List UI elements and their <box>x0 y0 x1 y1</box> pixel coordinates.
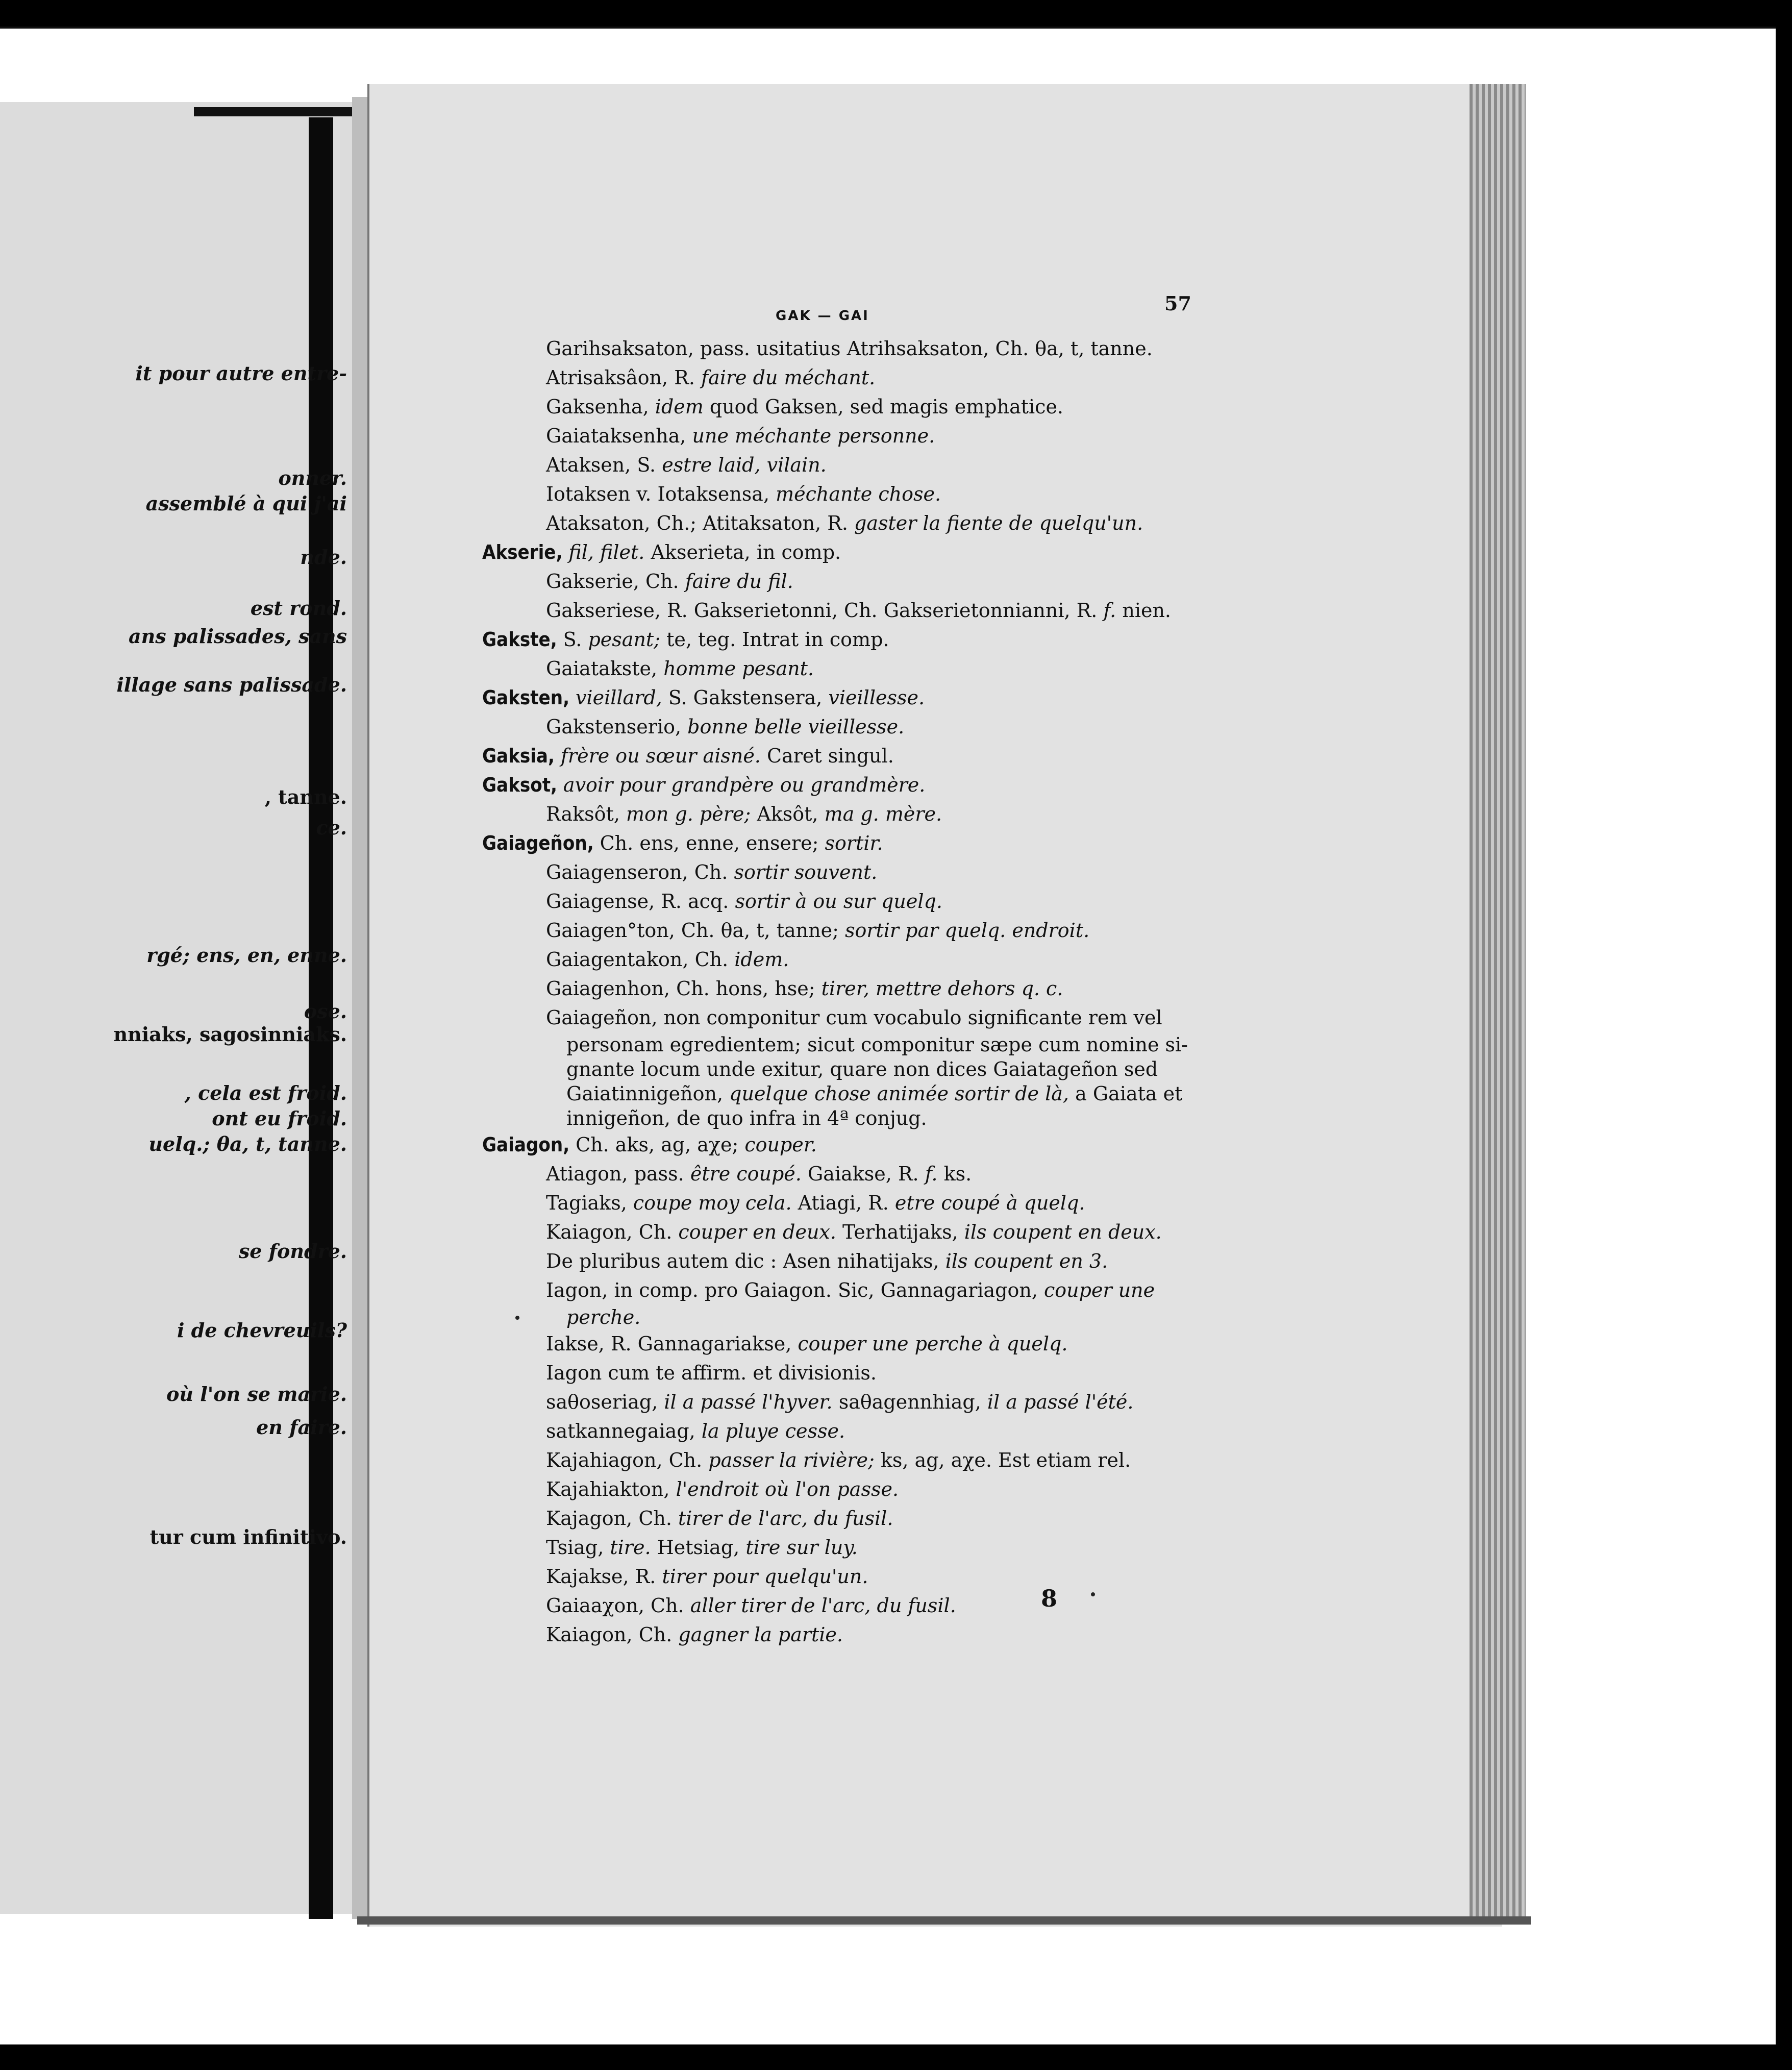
french-gloss: ma g. mère. <box>824 803 942 825</box>
entry-text: Hetsiag, <box>651 1536 746 1559</box>
entry-line <box>482 916 1477 945</box>
entry-text: Gaksenha, <box>546 396 655 418</box>
left-page-fragment: se fondre. <box>238 1240 347 1263</box>
entry-line <box>482 596 1477 625</box>
french-gloss: avoir pour grandpère ou grandmère. <box>563 774 926 796</box>
headword: Gaksot, <box>482 774 563 796</box>
left-page-fragment: assemblé à qui j'ai <box>145 492 347 515</box>
entry-text: Ch. aks, ag, aχe; <box>576 1133 745 1156</box>
french-gloss: bonne belle vieillesse. <box>687 716 905 738</box>
entry-text: Gakseriese, R. Gakserietonni, Ch. Gakserietonnianni, R. <box>546 599 1104 622</box>
left-page-fragment: nde. <box>300 546 347 569</box>
french-gloss: il a passé l'hyver. <box>664 1391 833 1413</box>
entry-line <box>482 858 1477 887</box>
headword: Gaiageñon, <box>482 832 600 854</box>
left-page-fragment: est rond. <box>250 597 347 620</box>
left-page-top-rule <box>194 107 362 116</box>
entry-line <box>482 1388 1477 1417</box>
entry-line <box>482 887 1477 916</box>
left-page-fragment: , cela est froid. <box>184 1081 347 1104</box>
headword: Gakste, <box>482 628 563 651</box>
running-header: GAK — GAI <box>776 308 869 324</box>
french-gloss: tirer pour quelqu'un. <box>662 1565 868 1588</box>
left-page-fragment: où l'on se marie. <box>166 1383 347 1406</box>
entry-text: Gaiaaχon, Ch. <box>546 1594 690 1617</box>
entry-line <box>482 1218 1477 1247</box>
page-number: 57 <box>1164 292 1191 315</box>
entry-line <box>482 1305 1477 1329</box>
french-gloss: gagner la partie. <box>678 1623 843 1646</box>
left-page-fragment: onner. <box>278 466 347 489</box>
entry-line <box>482 509 1477 538</box>
entry-text: Ch. ens, enne, ensere; <box>600 832 825 854</box>
french-gloss: fil, filet. <box>568 541 645 563</box>
speck-mark <box>515 1316 519 1320</box>
entry-text: ks. <box>937 1163 972 1185</box>
french-gloss: vieillard, <box>575 686 662 709</box>
entry-line <box>482 451 1477 480</box>
french-gloss: faire du méchant. <box>701 366 876 389</box>
french-gloss: ils coupent en deux. <box>964 1221 1162 1243</box>
entry-line <box>482 422 1477 451</box>
entry-text: Tagiaks, <box>546 1192 633 1214</box>
french-gloss: tirer, mettre dehors q. c. <box>821 977 1063 1000</box>
entry-line <box>482 392 1477 422</box>
entry-line <box>482 1057 1477 1081</box>
left-page-fragment: rgé; ens, en, enne. <box>146 944 347 967</box>
entry-line <box>482 712 1477 742</box>
entry-text: Gaiagenhon, Ch. hons, hse; <box>546 977 822 1000</box>
entry-text: Gaiagense, R. acq. <box>546 890 735 913</box>
french-gloss: il a passé l'été. <box>987 1391 1134 1413</box>
entry-line <box>482 654 1477 683</box>
entry-text: Caret singul. <box>760 745 894 767</box>
french-gloss: aller tirer de l'arc, du fusil. <box>690 1594 956 1617</box>
entry-text: Atrisaksâon, R. <box>546 366 701 389</box>
entry-line <box>482 1504 1477 1533</box>
entry-text: a Gaiata et <box>1069 1082 1183 1105</box>
entry-line <box>482 567 1477 596</box>
entry-text: Ataksen, S. <box>546 454 662 476</box>
french-gloss: idem <box>655 396 704 418</box>
headword: Gaksia, <box>482 745 561 767</box>
entry-headword-line <box>482 683 1477 712</box>
french-gloss: couper en deux. <box>678 1221 836 1243</box>
entry-text: Kaiagon, Ch. <box>546 1623 679 1646</box>
left-page-fragment: it pour autre entre- <box>135 362 347 385</box>
entry-text: saθoseriag, <box>546 1391 664 1413</box>
entry-text: ks, ag, aχe. Est etiam rel. <box>874 1449 1131 1471</box>
french-gloss: sortir par quelq. endroit. <box>844 919 1090 942</box>
french-gloss: f. <box>925 1163 938 1185</box>
french-gloss: mon g. père; <box>626 803 751 825</box>
headword: Gaksten, <box>482 686 576 709</box>
entry-text: Atiagon, pass. <box>546 1163 690 1185</box>
entry-line <box>482 974 1477 1003</box>
left-page-fragment: ce. <box>316 816 347 839</box>
french-gloss: frère ou sœur aisné. <box>560 745 761 767</box>
entry-line <box>482 334 1477 363</box>
entry-text: Gaiakse, R. <box>801 1163 925 1185</box>
sheet-signature: 8 <box>1041 1585 1058 1612</box>
entry-text: satkannegaiag, <box>546 1420 702 1442</box>
entry-line <box>482 1032 1477 1057</box>
entry-text: Gaiatakste, <box>546 657 664 680</box>
entry-text: S. Gakstensera, <box>662 686 829 709</box>
headword: Gaiagon, <box>482 1133 576 1156</box>
entry-text: S. <box>563 628 588 651</box>
left-page-fragment: tur cum infinitivo. <box>150 1525 347 1548</box>
entry-text: quod Gaksen, sed magis emphatice. <box>703 396 1064 418</box>
french-gloss: être coupé. <box>690 1163 802 1185</box>
entry-headword-line <box>482 538 1477 567</box>
french-gloss: couper une perche à quelq. <box>798 1333 1068 1355</box>
french-gloss: couper une <box>1044 1279 1155 1301</box>
entry-text: Kajahiagon, Ch. <box>546 1449 709 1471</box>
entry-text: Terhatijaks, <box>836 1221 964 1243</box>
french-gloss: estre laid, vilain. <box>662 454 827 476</box>
french-gloss: couper. <box>744 1133 817 1156</box>
entry-text: Kaiagon, Ch. <box>546 1221 679 1243</box>
entry-text: Akserieta, in comp. <box>644 541 841 563</box>
entry-text: Iagon cum te affirm. et divisionis. <box>546 1362 877 1384</box>
entry-text: personam egredientem; sicut componitur sæpe cum nomine si- <box>566 1033 1188 1056</box>
entry-line <box>482 800 1477 829</box>
french-gloss: tirer de l'arc, du fusil. <box>678 1507 893 1530</box>
french-gloss: etre coupé à quelq. <box>894 1192 1085 1214</box>
entry-text: Garihsaksaton, pass. usitatius Atrihsaksaton, Ch. θa, t, tanne. <box>546 337 1153 360</box>
entry-line <box>482 1446 1477 1475</box>
left-page-fragment: ont eu froid. <box>212 1107 347 1130</box>
entry-text: Gaiagentakon, Ch. <box>546 948 735 971</box>
entry-text: Iakse, R. Gannagariakse, <box>546 1333 798 1355</box>
french-gloss: sortir souvent. <box>734 861 878 883</box>
left-page-fragment: nniaks, sagosinniaks. <box>113 1023 347 1046</box>
french-gloss: tire. <box>610 1536 651 1559</box>
french-gloss: ils coupent en 3. <box>945 1250 1108 1272</box>
entry-line <box>482 1081 1477 1106</box>
entry-text: Gaiageñon, non componitur cum vocabulo significante rem vel <box>546 1006 1162 1029</box>
french-gloss: faire du fil. <box>685 570 793 593</box>
entry-line <box>482 1533 1477 1562</box>
entry-text: gnante locum unde exitur, quare non dices Gaiatageñon sed <box>566 1058 1158 1080</box>
entry-headword-line <box>482 625 1477 654</box>
entry-text: nien. <box>1116 599 1172 622</box>
entry-text: innigeñon, de quo infra in 4ª conjug. <box>566 1107 927 1129</box>
french-gloss: méchante chose. <box>776 483 941 505</box>
french-gloss: quelque chose animée sortir de là, <box>729 1082 1069 1105</box>
entry-line <box>482 1359 1477 1388</box>
french-gloss: vieillesse. <box>828 686 925 709</box>
headword: Akserie, <box>482 541 569 563</box>
left-page-fragment: i de chevreuils? <box>177 1319 347 1342</box>
french-gloss: l'endroit où l'on passe. <box>676 1478 899 1500</box>
entry-line <box>482 1620 1477 1649</box>
french-gloss: perche. <box>566 1306 641 1328</box>
left-page-fragment: uelq.; θa, t, tanne. <box>148 1132 347 1155</box>
entry-line <box>482 363 1477 392</box>
entry-line <box>482 945 1477 974</box>
entry-text: saθagennhiag, <box>832 1391 987 1413</box>
entry-text: te, teg. Intrat in comp. <box>660 628 889 651</box>
entry-text: Iotaksen v. Iotaksensa, <box>546 483 776 505</box>
entry-text: De pluribus autem dic : Asen nihatijaks, <box>546 1250 945 1272</box>
entry-text: Tsiag, <box>546 1536 610 1559</box>
left-page-fragment: en faire. <box>256 1416 347 1439</box>
entry-line <box>482 1276 1477 1305</box>
french-gloss: f. <box>1103 599 1116 622</box>
entry-text: Ataksaton, Ch.; Atitaksaton, R. <box>546 512 855 534</box>
entry-line <box>482 1417 1477 1446</box>
entry-line <box>482 1329 1477 1359</box>
entry-line <box>482 1591 1477 1620</box>
entry-headword-line <box>482 742 1477 771</box>
entry-headword-line <box>482 829 1477 858</box>
left-page-fragment: illage sans palissade. <box>116 673 347 696</box>
left-page-fragment: ans palissades, sans <box>129 625 347 648</box>
entry-line <box>482 480 1477 509</box>
entry-line <box>482 1106 1477 1130</box>
entry-text: Gaiagenseron, Ch. <box>546 861 734 883</box>
entry-headword-line <box>482 1130 1477 1160</box>
french-gloss: sortir à ou sur quelq. <box>735 890 942 913</box>
speck-mark <box>1091 1592 1095 1596</box>
entry-line <box>482 1562 1477 1591</box>
entry-text: Aksôt, <box>751 803 825 825</box>
left-page-fragment: ose. <box>304 1000 347 1023</box>
entry-text: Kajagon, Ch. <box>546 1507 679 1530</box>
entry-text: Kajakse, R. <box>546 1565 662 1588</box>
french-gloss: coupe moy cela. <box>633 1192 792 1214</box>
entry-text: Gaiataksenha, <box>546 425 692 447</box>
french-gloss: une méchante personne. <box>692 425 935 447</box>
entry-text: Raksôt, <box>546 803 626 825</box>
french-gloss: homme pesant. <box>663 657 814 680</box>
left-page-fragment: , tanne. <box>264 785 347 808</box>
page-bottom-shadow <box>357 1916 1531 1925</box>
french-gloss: passer la rivière; <box>708 1449 875 1471</box>
french-gloss: gaster la fiente de quelqu'un. <box>854 512 1143 534</box>
entry-line <box>482 1160 1477 1189</box>
entry-text: Gakstenserio, <box>546 716 688 738</box>
entry-text: Atiagi, R. <box>791 1192 895 1214</box>
entry-text: Iagon, in comp. pro Gaiagon. Sic, Gannagariagon, <box>546 1279 1044 1301</box>
entry-text: Gakserie, Ch. <box>546 570 685 593</box>
french-gloss: sortir. <box>825 832 883 854</box>
entry-headword-line <box>482 771 1477 800</box>
entry-text: Gaiatinnigeñon, <box>566 1082 730 1105</box>
entry-text: Kajahiakton, <box>546 1478 676 1500</box>
entry-line <box>482 1475 1477 1504</box>
french-gloss: tire sur luy. <box>745 1536 858 1559</box>
entry-line <box>482 1189 1477 1218</box>
dictionary-entries <box>482 334 1477 1649</box>
french-gloss: pesant; <box>588 628 660 651</box>
french-gloss: idem. <box>734 948 789 971</box>
page-edges <box>1470 84 1526 1921</box>
french-gloss: la pluye cesse. <box>701 1420 845 1442</box>
entry-line <box>482 1247 1477 1276</box>
entry-text: Gaiagen°ton, Ch. θa, t, tanne; <box>546 919 845 942</box>
entry-line <box>482 1003 1477 1032</box>
